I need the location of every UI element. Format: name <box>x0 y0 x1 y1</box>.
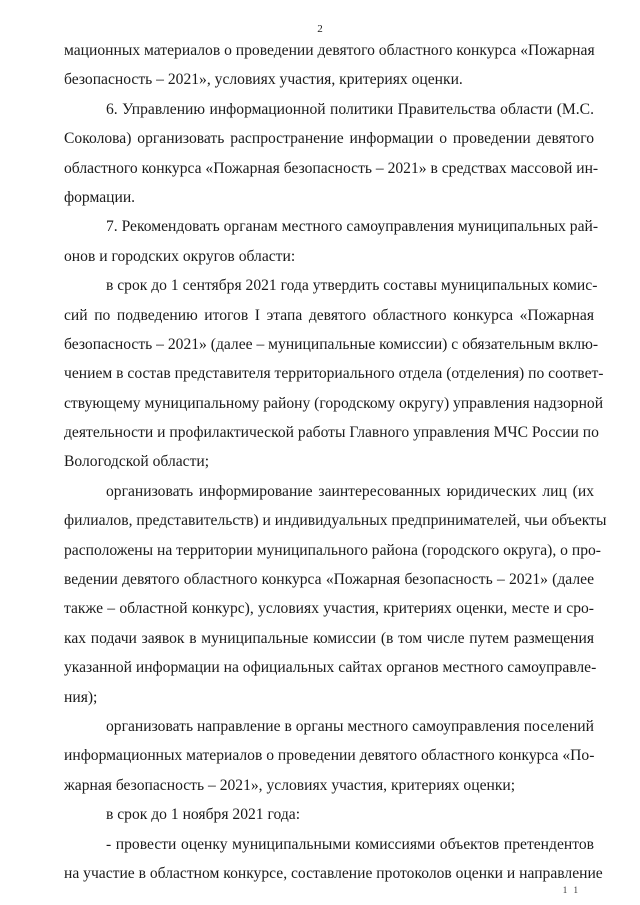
text-line: безопасность – 2021» (далее – муниципальные комиссии) с обязательным вклю- <box>64 335 599 353</box>
text-line: информационных материалов о проведении девятого областного конкурса «По- <box>64 747 595 765</box>
text-line: 7. Рекомендовать органам местного самоуправления муниципальных рай- <box>106 218 599 236</box>
text-line: ствующему муниципальному району (городскому округу) управления надзорной <box>64 394 604 412</box>
text-line: - провести оценку муниципальными комиссиями объектов претендентов <box>106 835 594 853</box>
text-line: ках подачи заявок в муниципальные комиссии (в том числе путем размещения <box>64 629 594 647</box>
text-line: расположены на территории муниципального района (городского округа), о про- <box>64 541 601 559</box>
text-line: ведении девятого областного конкурса «Пожарная безопасность – 2021» (далее <box>64 571 594 589</box>
page-number: 2 <box>317 23 323 35</box>
text-line: безопасность – 2021», условиях участия, критериях оценки. <box>64 71 463 89</box>
text-line: чением в состав представителя территориального отдела (отделения) по соответ- <box>64 365 604 383</box>
text-line: на участие в областном конкурсе, составление протоколов оценки и направление <box>64 864 603 882</box>
text-line: также – областной конкурс), условиях участия, критериях оценки, месте и сро- <box>64 600 594 618</box>
text-line: жарная безопасность – 2021», условиях участия, критериях оценки; <box>64 776 516 794</box>
text-line: в срок до 1 ноября 2021 года: <box>106 806 301 824</box>
text-line: в срок до 1 сентября 2021 года утвердить составы муниципальных комис- <box>106 277 598 295</box>
document-body <box>64 36 607 888</box>
text-line: областного конкурса «Пожарная безопасность – 2021» в средствах массовой ин- <box>64 159 599 177</box>
text-line: указанной информации на официальных сайтах органов местного самоуправле- <box>64 659 597 677</box>
text-line: формации. <box>64 188 136 206</box>
text-line: онов и городских округов области: <box>64 247 296 265</box>
text-line: мационных материалов о проведении девятого областного конкурса «Пожарная <box>64 42 595 59</box>
text-line: филиалов, представительств) и индивидуальных предпринимателей, чьи объекты <box>64 512 607 530</box>
text-line: организовать направление в органы местного самоуправления поселений <box>106 717 594 735</box>
text-line: сий по подведению итогов I этапа девятого областного конкурса «Пожарная <box>64 306 594 324</box>
text-line: ния); <box>64 688 98 706</box>
text-line: деятельности и профилактической работы Главного управления МЧС России по <box>64 424 599 442</box>
text-line: Соколова) организовать распространение информации о проведении девятого <box>64 130 594 148</box>
footer-mark: 1 1 <box>562 885 580 895</box>
text-line: Вологодской области; <box>64 453 210 471</box>
text-line: 6. Управлению информационной политики Правительства области (М.С. <box>106 100 594 118</box>
text-line: организовать информирование заинтересованных юридических лиц (их <box>106 482 594 500</box>
